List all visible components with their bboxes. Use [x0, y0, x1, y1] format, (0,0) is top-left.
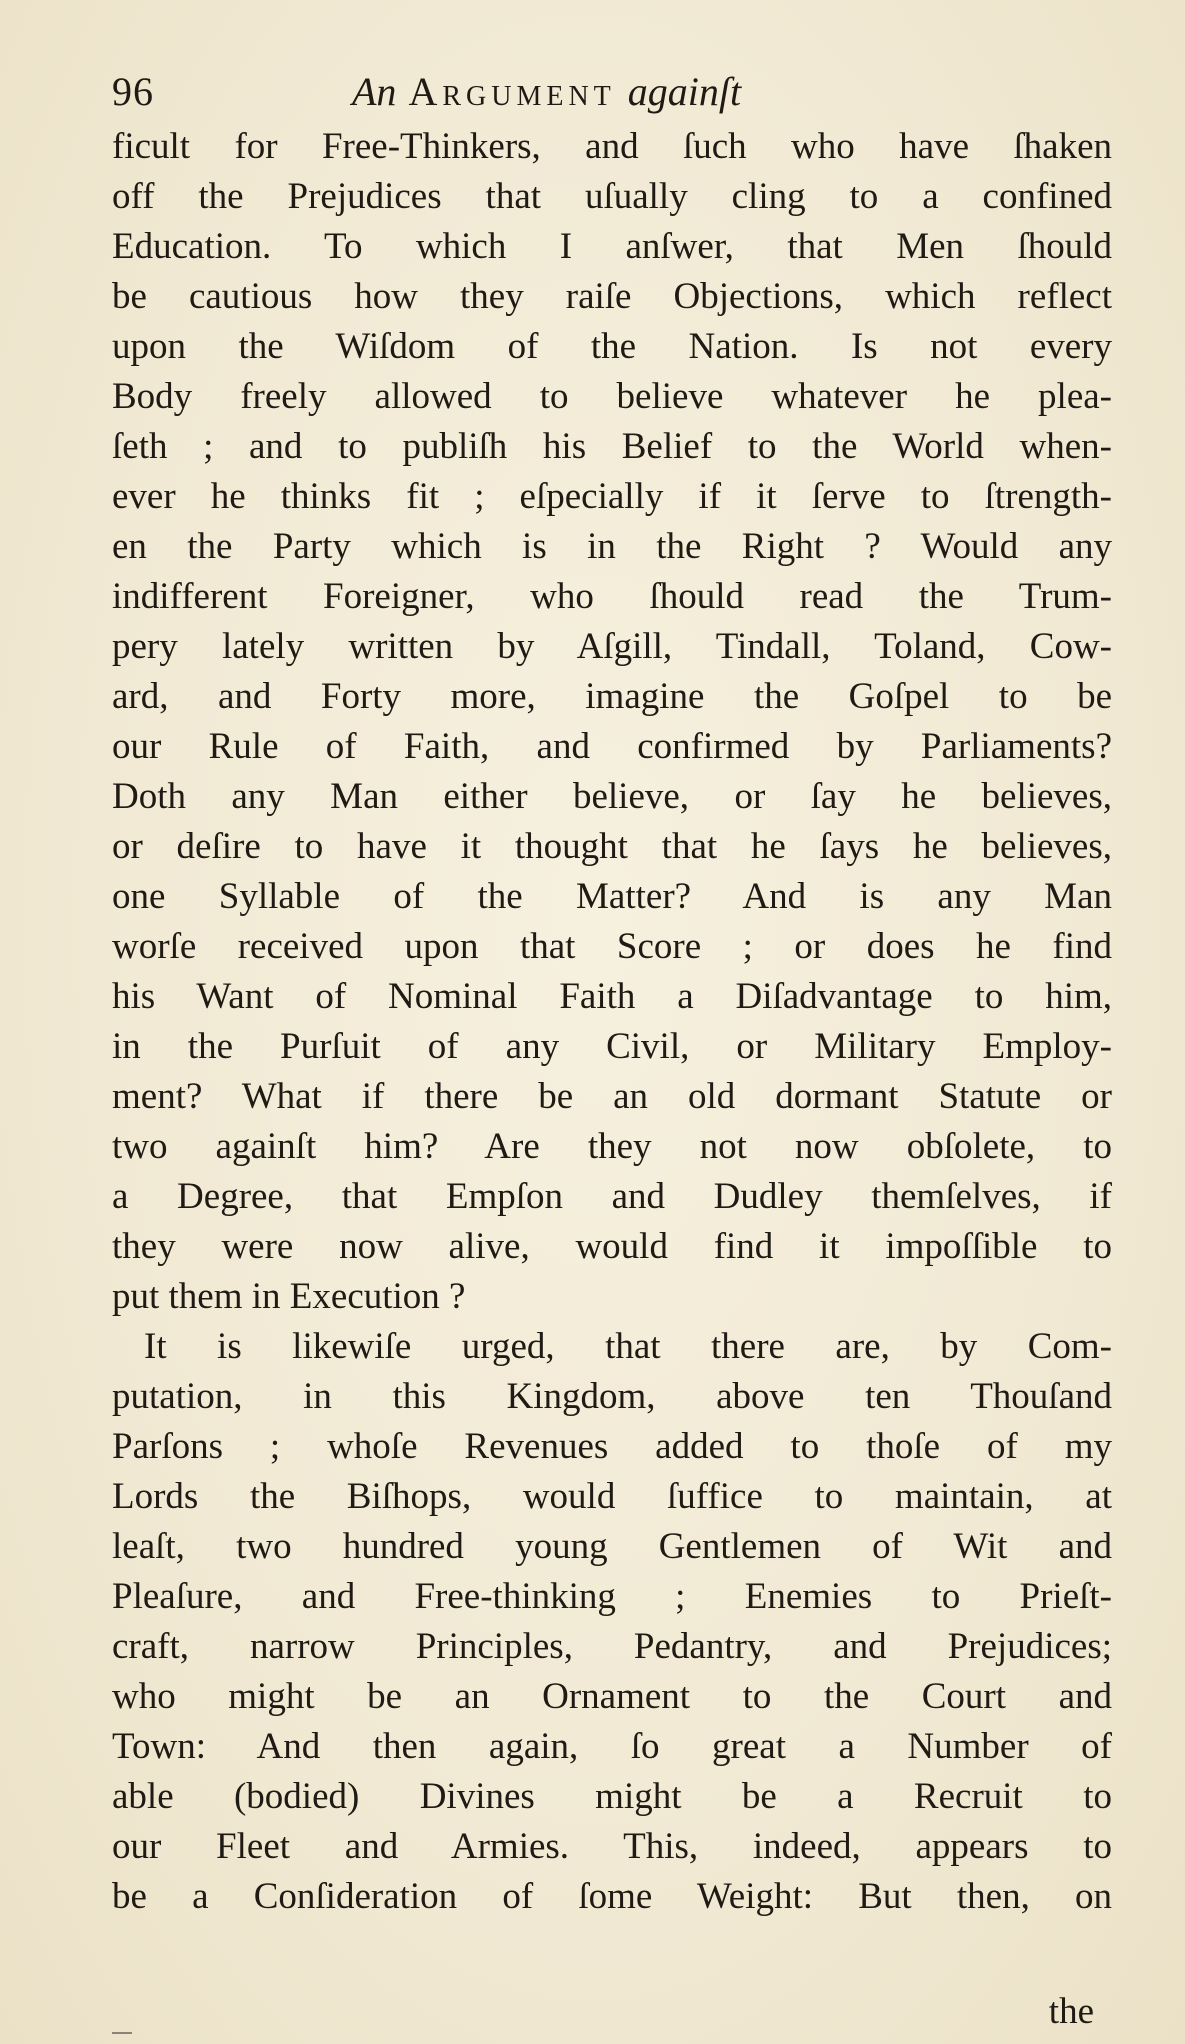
- text-line: ard, and Forty more, imagine the Goſpel to be: [112, 676, 1112, 717]
- text-line: our Fleet and Armies. This, indeed, appears to: [112, 1826, 1112, 1867]
- text-line: off the Prejudices that uſually cling to a confined: [112, 176, 1112, 217]
- running-head-main: Argument: [408, 69, 616, 114]
- body-text: [112, 122, 1112, 1922]
- text-line: putation, in this Kingdom, above ten Thouſand: [112, 1376, 1112, 1417]
- running-head: [352, 62, 741, 122]
- running-head-prefix: An: [352, 69, 397, 114]
- text-line: be cautious how they raiſe Objections, which reflect: [112, 276, 1112, 317]
- book-page: [112, 52, 1112, 2032]
- text-line: be a Conſideration of ſome Weight: But then, on: [112, 1876, 1112, 1917]
- text-line: Parſons ; whoſe Revenues added to thoſe of my: [112, 1426, 1112, 1467]
- catchword: the: [1048, 1991, 1094, 2032]
- text-line: a Degree, that Empſon and Dudley themſelves, if: [112, 1176, 1112, 1217]
- text-line: ficult for Free-Thinkers, and ſuch who have ſhaken: [112, 126, 1112, 167]
- margin-mark: [112, 2032, 132, 2034]
- text-line: Town: And then again, ſo great a Number of: [112, 1726, 1112, 1767]
- text-line: or deſire to have it thought that he ſays he believes,: [112, 826, 1112, 867]
- text-line: ſeth ; and to publiſh his Belief to the World when-: [112, 426, 1112, 467]
- page-header: [112, 62, 1112, 122]
- text-line: en the Party which is in the Right ? Would any: [112, 526, 1112, 567]
- text-line: Lords the Biſhops, would ſuffice to maintain, at: [112, 1476, 1112, 1517]
- text-line: leaſt, two hundred young Gentlemen of Wit and: [112, 1526, 1112, 1567]
- text-line: one Syllable of the Matter? And is any Man: [112, 876, 1112, 917]
- text-line: Body freely allowed to believe whatever he plea-: [112, 376, 1112, 417]
- text-line: craft, narrow Principles, Pedantry, and Prejudices;: [112, 1626, 1112, 1667]
- running-head-suffix: againſt: [627, 69, 742, 114]
- text-line: ever he thinks fit ; eſpecially if it ſerve to ſtrength-: [112, 476, 1112, 517]
- text-line: two againſt him? Are they not now obſolete, to: [112, 1126, 1112, 1167]
- text-line: Education. To which I anſwer, that Men ſhould: [112, 226, 1112, 267]
- text-line: in the Purſuit of any Civil, or Military Employ-: [112, 1026, 1112, 1067]
- text-line: pery lately written by Aſgill, Tindall, Toland, Cow-: [112, 626, 1112, 667]
- text-line: his Want of Nominal Faith a Diſadvantage to him,: [112, 976, 1112, 1017]
- text-line: able (bodied) Divines might be a Recruit to: [112, 1776, 1112, 1817]
- text-line: Pleaſure, and Free-thinking ; Enemies to Prieſt-: [112, 1576, 1112, 1617]
- paragraph-start-line: It is likewiſe urged, that there are, by Com-: [144, 1326, 1112, 1367]
- text-line: who might be an Ornament to the Court and: [112, 1676, 1112, 1717]
- text-line: ment? What if there be an old dormant Statute or: [112, 1076, 1112, 1117]
- text-line: put them in Execution ?: [112, 1276, 466, 1317]
- text-line: worſe received upon that Score ; or does he find: [112, 926, 1112, 967]
- page-number: 96: [112, 69, 154, 114]
- text-line: Doth any Man either believe, or ſay he believes,: [112, 776, 1112, 817]
- text-line: they were now alive, would find it impoſſible to: [112, 1226, 1112, 1267]
- text-line: our Rule of Faith, and confirmed by Parliaments?: [112, 726, 1112, 767]
- text-line: upon the Wiſdom of the Nation. Is not every: [112, 326, 1112, 367]
- text-line: indifferent Foreigner, who ſhould read the Trum-: [112, 576, 1112, 617]
